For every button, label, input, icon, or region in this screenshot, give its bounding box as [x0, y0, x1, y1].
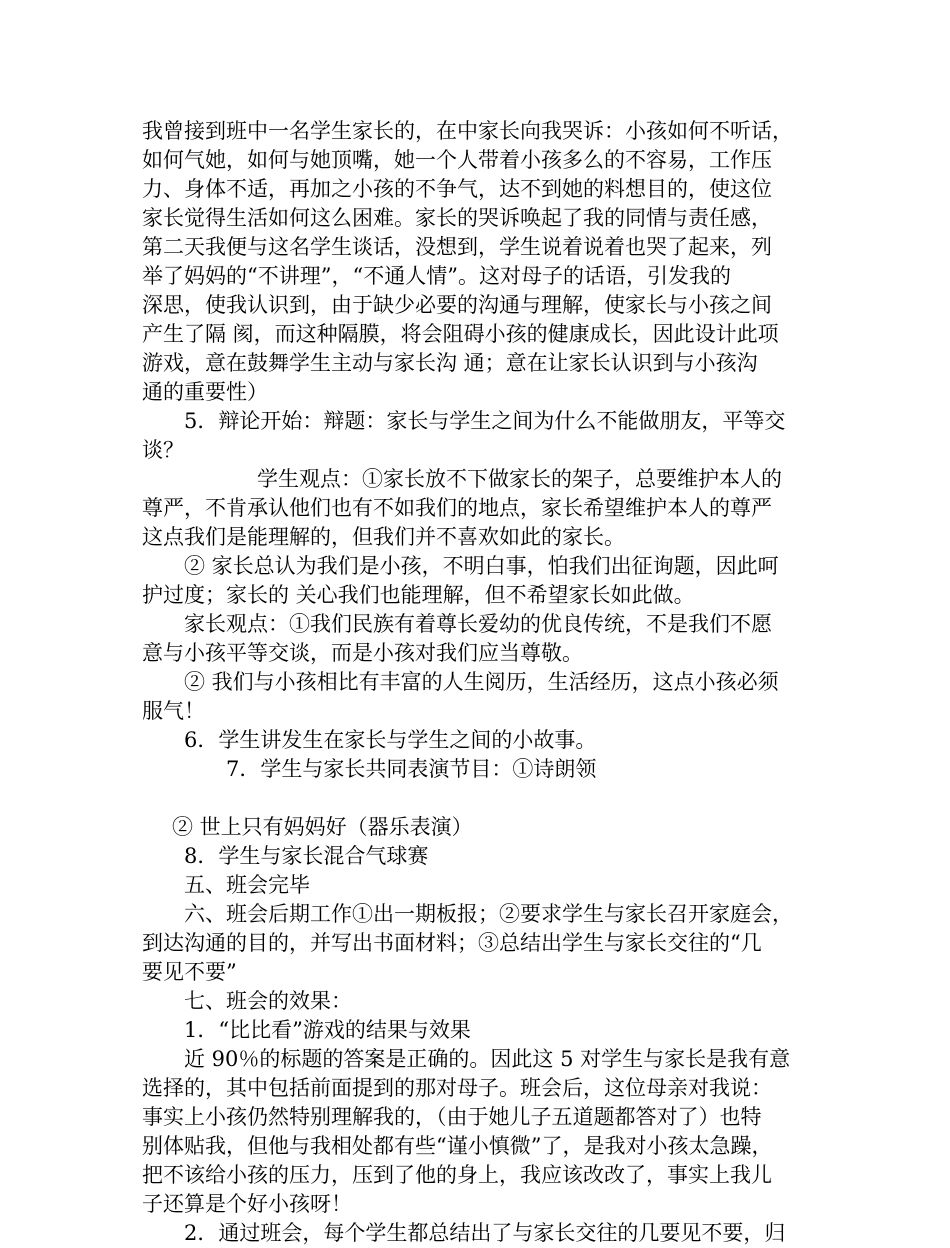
paragraph-line: 力、身体不适，再加之小孩的不争气，达不到她的料想目的，使这位 — [142, 177, 772, 201]
paragraph-line: 到达沟通的目的，并写出书面材料；③总结出学生与家长交往的“几 — [142, 931, 762, 955]
paragraph-line: 意与小孩平等交谈，而是小孩对我们应当尊敬。 — [142, 641, 583, 665]
student-view-2: ② 家长总认为我们是小孩，不明白事，怕我们出征询题，因此呵 — [184, 554, 779, 578]
paragraph-line: 服气！ — [142, 699, 205, 723]
paragraph-line: 家长觉得生活如何这么困难。家长的哭诉唤起了我的同情与责任感， — [142, 206, 772, 230]
document-body — [142, 117, 832, 1248]
paragraph-line: 近 90％的标题的答案是正确的。因此这 5 对学生与家长是我有意 — [184, 1047, 791, 1071]
paragraph-line: 产生了隔 阂，而这种隔膜，将会阻碍小孩的健康成长，因此设计此项 — [142, 322, 779, 346]
paragraph-line: 通的重要性） — [142, 380, 268, 404]
list-item-summary: 2．通过班会，每个学生都总结出了与家长交往的几要见不要，归 — [184, 1221, 786, 1245]
paragraph-line: 护过度；家长的 关心我们也能理解，但不希望家长如此做。 — [142, 583, 695, 607]
paragraph-line: 深思，使我认识到，由于缺少必要的沟通与理解，使家长与小孩之间 — [142, 293, 772, 317]
student-view: 学生观点：①家长放不下做家长的架子，总要维护本人的 — [257, 467, 782, 491]
blank-line — [142, 784, 832, 813]
paragraph-line: 第二天我便与这名学生谈话，没想到，学生说着说着也哭了起来，列 — [142, 235, 772, 259]
list-item-balloon: 8．学生与家长混合气球赛 — [184, 844, 429, 868]
paragraph-line: 别体贴我，但他与我相处都有些“谨小慎微”了，是我对小孩太急躁， — [142, 1134, 773, 1158]
list-item-game-result: 1．“比比看”游戏的结果与效果 — [184, 1018, 471, 1042]
paragraph-line: 举了妈妈的“不讲理”，“不通人情”。这对母子的话语，引发我的 — [142, 264, 731, 288]
paragraph-line: 要见不要” — [142, 960, 237, 984]
paragraph-line: 谈？ — [142, 438, 184, 462]
paragraph-line: 事实上小孩仍然特别理解我的，（由于她儿子五道题都答对了）也特 — [142, 1105, 762, 1129]
paragraph-line: 尊严，不肯承认他们也有不如我们的地点，家长希望维护本人的尊严 — [142, 496, 772, 520]
section-heading-followup: 六、班会后期工作①出一期板报；②要求学生与家长召开家庭会， — [184, 902, 793, 926]
paragraph-line: 选择的，其中包括前面提到的那对母子。班会后，这位母亲对我说： — [142, 1076, 772, 1100]
paragraph-line: 游戏，意在鼓舞学生主动与家长沟 通；意在让家长认识到与小孩沟 — [142, 351, 758, 375]
paragraph-line: 如何气她，如何与她顶嘴，她一个人带着小孩多么的不容易，工作压 — [142, 148, 772, 172]
paragraph-line: 这点我们是能理解的，但我们并不喜欢如此的家长。 — [142, 525, 625, 549]
section-heading-effect: 七、班会的效果： — [184, 989, 352, 1013]
list-item-performance: 7．学生与家长共同表演节目：①诗朗领 — [226, 757, 597, 781]
parent-view: 家长观点：①我们民族有着尊长爱幼的优良传统，不是我们不愿 — [184, 612, 772, 636]
paragraph-line: 子还算是个好小孩呀！ — [142, 1192, 352, 1216]
paragraph-line: 把不该给小孩的压力，压到了他的身上，我应该改改了，事实上我儿 — [142, 1163, 772, 1187]
list-item-story: 6．学生讲发生在家长与学生之间的小故事。 — [184, 728, 597, 752]
performance-item: ② 世上只有妈妈好（器乐表演） — [172, 815, 473, 839]
parent-view-2: ② 我们与小孩相比有丰富的人生阅历，生活经历，这点小孩必须 — [184, 670, 779, 694]
section-heading-end: 五、班会完毕 — [184, 873, 310, 897]
paragraph-line: 我曾接到班中一名学生家长的，在中家长向我哭诉：小孩如何不听话， — [142, 119, 793, 143]
list-item-debate: 5．辩论开始：辩题：家长与学生之间为什么不能做朋友，平等交 — [184, 409, 786, 433]
